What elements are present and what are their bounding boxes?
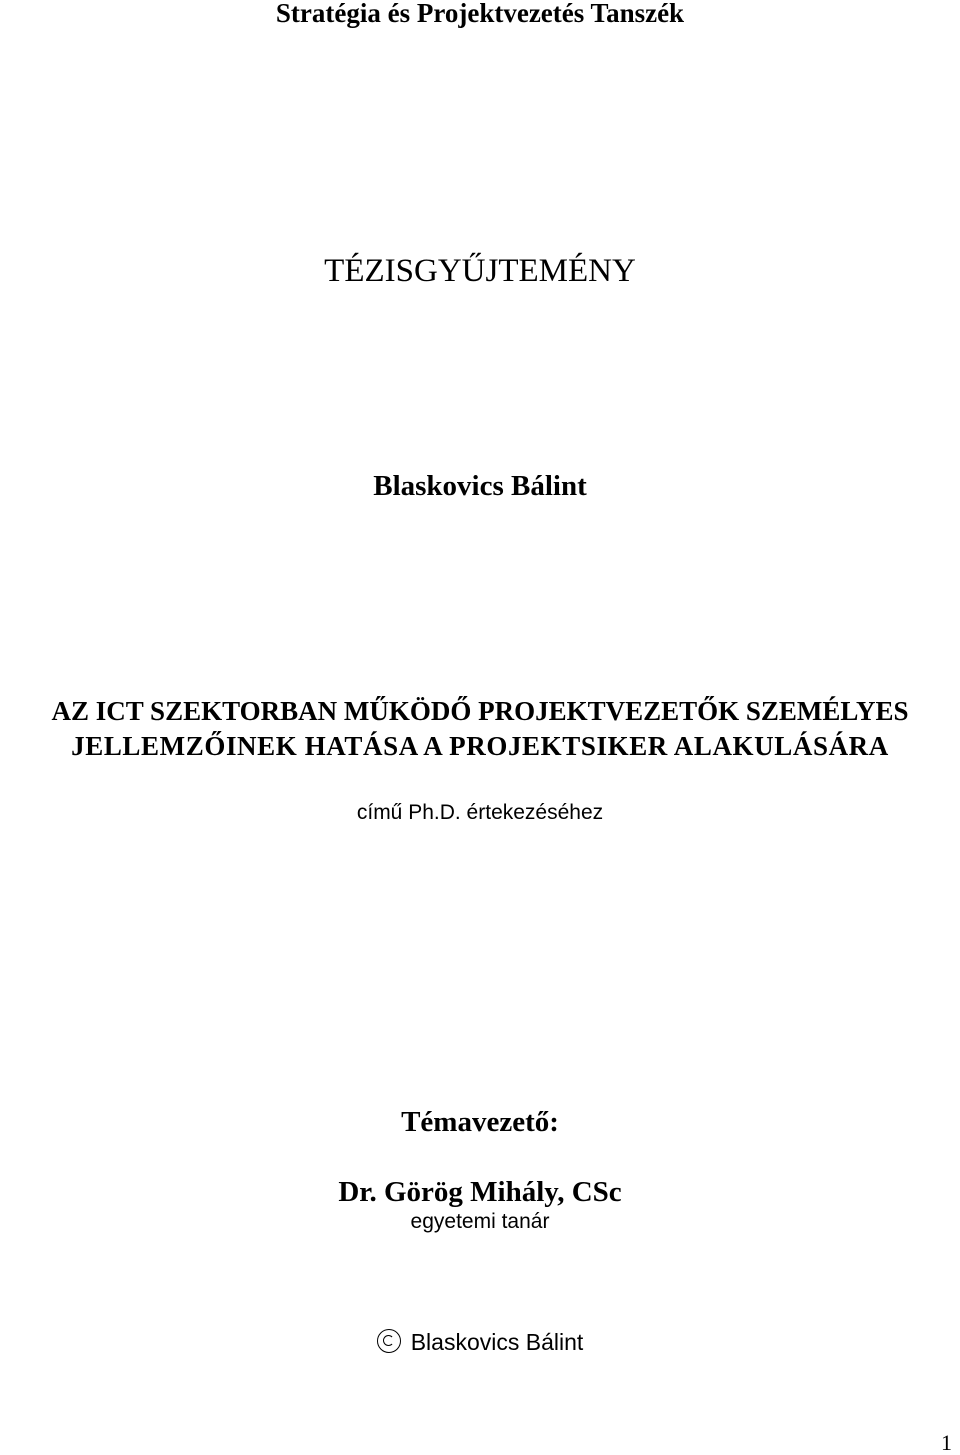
thesis-subtitle: című Ph.D. értekezéséhez	[356, 801, 604, 824]
copyright-holder: Blaskovics Bálint	[410, 1329, 584, 1355]
document-type: TÉZISGYŰJTEMÉNY	[324, 253, 636, 289]
thesis-title-line-2: JELLEMZŐINEK HATÁSA A PROJEKTSIKER ALAKULÁSÁRA	[71, 731, 889, 761]
supervisor-role: egyetemi tanár	[410, 1210, 550, 1233]
page-number: 1	[941, 1430, 952, 1455]
copyright-icon	[377, 1329, 401, 1353]
supervisor-label: Témavezető:	[401, 1106, 559, 1138]
copyright-line	[0, 1329, 960, 1354]
author-name: Blaskovics Bálint	[373, 470, 587, 502]
department-heading: Stratégia és Projektvezetés Tanszék	[275, 0, 685, 28]
thesis-title-line-1: AZ ICT SZEKTORBAN MŰKÖDŐ PROJEKTVEZETŐK SZEMÉLYES	[51, 696, 909, 726]
supervisor-name: Dr. Görög Mihály, CSc	[338, 1176, 622, 1208]
